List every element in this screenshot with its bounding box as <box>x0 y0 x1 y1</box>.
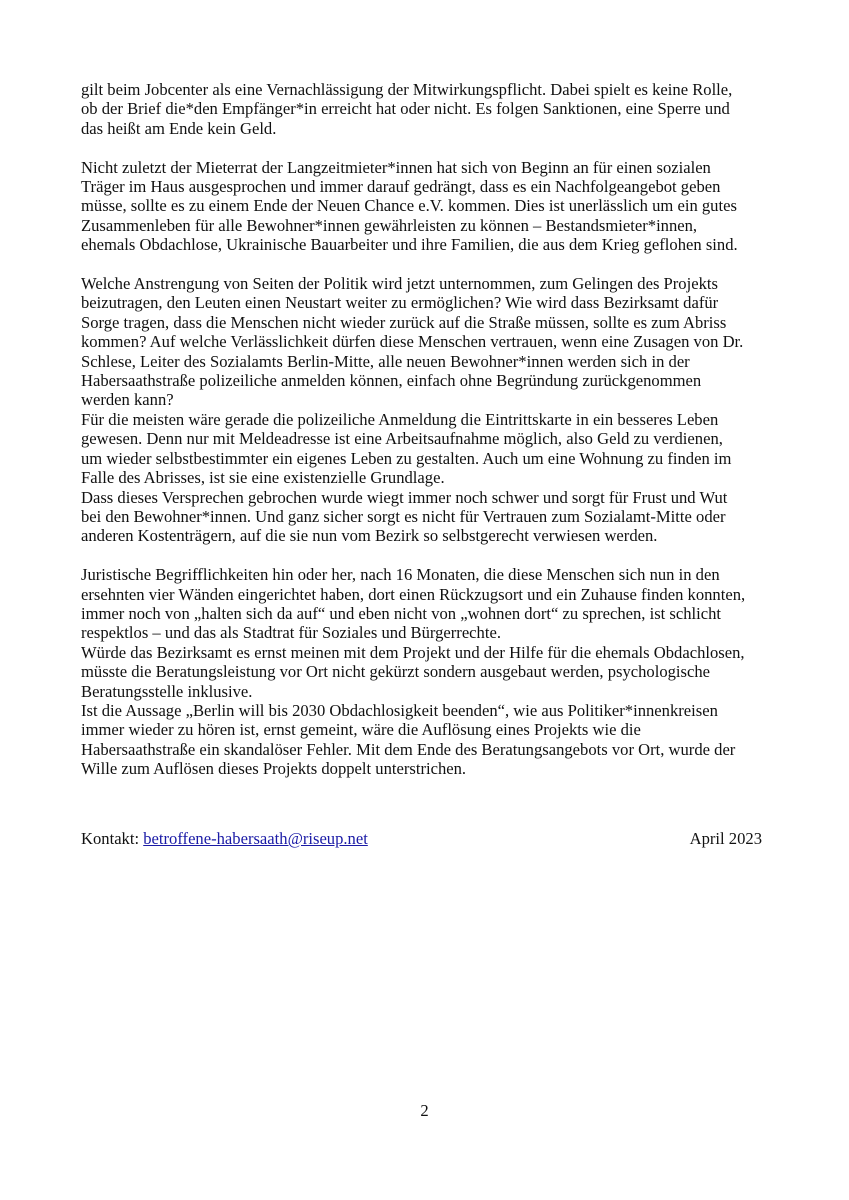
text-line: das heißt am Ende kein Geld. <box>81 118 277 138</box>
text-line: Juristische Begrifflichkeiten hin oder her, nach 16 Monaten, die diese Menschen sich nun in den <box>81 565 720 585</box>
text-line: Welche Anstrengung von Seiten der Politik wird jetzt unternommen, zum Gelingen des Projekts <box>81 274 718 294</box>
paragraph <box>81 274 771 546</box>
text-line: müsse, sollte es zu einem Ende der Neuen Chance e.V. kommen. Dies ist unerlässlich um ein gutes <box>81 196 737 216</box>
text-line: Dass dieses Versprechen gebrochen wurde wiegt immer noch schwer und sorgt für Frust und Wut <box>81 487 728 507</box>
paragraph <box>81 565 771 778</box>
text-line: Beratungsstelle inklusive. <box>81 681 253 701</box>
text-line: ersehnten vier Wänden eingerichtet haben, dort einen Rückzugsort und ein Zuhause finden konnten, <box>81 584 746 604</box>
text-line: Habersaathstraße polizeiliche anmelden können, einfach ohne Begründung zurückgenommen <box>81 371 702 391</box>
text-line: Sorge tragen, dass die Menschen nicht wieder zurück auf die Straße müssen, sollte es zum Abriss <box>81 312 727 332</box>
paragraph-spacer <box>81 546 771 565</box>
document-date: April 2023 <box>689 829 762 848</box>
paragraph <box>81 80 771 138</box>
text-line: respektlos – und das als Stadtrat für Soziales und Bürgerrechte. <box>81 623 501 643</box>
footer <box>81 829 762 848</box>
text-line: Ist die Aussage „Berlin will bis 2030 Obdachlosigkeit beenden“, wie aus Politiker*innenkreisen <box>81 700 718 720</box>
text-line: Für die meisten wäre gerade die polizeiliche Anmeldung die Eintrittskarte in ein besseres Leben <box>81 409 719 429</box>
paragraph <box>81 158 771 255</box>
text-line: anderen Kostenträgern, auf die sie nun vom Bezirk so selbstgerecht verwiesen werden. <box>81 526 658 546</box>
text-line: ob der Brief die*den Empfänger*in erreicht hat oder nicht. Es folgen Sanktionen, eine Sperre und <box>81 99 730 119</box>
text-line: werden kann? <box>81 390 174 410</box>
text-line: immer wieder zu hören ist, ernst gemeint, wäre die Auflösung eines Projekts wie die <box>81 720 641 740</box>
text-line: gewesen. Denn nur mit Meldeadresse ist eine Arbeitsaufnahme möglich, also Geld zu verdienen, <box>81 429 723 449</box>
paragraph-spacer <box>81 255 771 274</box>
text-line: Habersaathstraße ein skandalöser Fehler. Mit dem Ende des Beratungsangebots vor Ort, wurde der <box>81 739 736 759</box>
text-line: immer noch von „halten sich da auf“ und eben nicht von „wohnen dort“ zu sprechen, ist schlicht <box>81 603 722 623</box>
text-line: Wille zum Auflösen dieses Projekts doppelt unterstrichen. <box>81 759 467 779</box>
text-line: ehemals Obdachlose, Ukrainische Bauarbeiter und ihre Familien, die aus dem Krieg geflohen sind. <box>81 235 738 255</box>
text-line: Schlese, Leiter des Sozialamts Berlin-Mitte, alle neuen Bewohner*innen werden sich in der <box>81 351 690 371</box>
text-line: Falle des Abrisses, ist sie eine existenzielle Grundlage. <box>81 468 445 488</box>
text-line: müsste die Beratungsleistung vor Ort nicht gekürzt sondern ausgebaut werden, psychologische <box>81 662 711 682</box>
text-line: Träger im Haus ausgesprochen und immer darauf gedrängt, dass es ein Nachfolgeangebot geben <box>81 177 721 197</box>
text-line: Zusammenleben für alle Bewohner*innen gewährleisten zu können – Bestandsmieter*innen, <box>81 215 698 235</box>
text-line: kommen? Auf welche Verlässlichkeit dürfen diese Menschen vertrauen, wenn eine Zusagen von Dr. <box>81 332 744 352</box>
contact-label: Kontakt: <box>81 829 144 848</box>
paragraph-spacer <box>81 138 771 157</box>
contact-email-link[interactable]: betroffene-habersaath@riseup.net <box>143 829 368 848</box>
text-line: beizutragen, den Leuten einen Neustart weiter zu ermöglichen? Wie wird dass Bezirksamt dafür <box>81 293 719 313</box>
text-line: Nicht zuletzt der Mieterrat der Langzeitmieter*innen hat sich von Beginn an für einen sozialen <box>81 157 711 177</box>
text-line: gilt beim Jobcenter als eine Vernachlässigung der Mitwirkungspflicht. Dabei spielt es keine Rolle, <box>81 80 733 99</box>
page-number: 2 <box>420 1101 429 1120</box>
text-line: bei den Bewohner*innen. Und ganz sicher sorgt es nicht für Vertrauen zum Sozialamt-Mitte oder <box>81 506 726 526</box>
text-line: um wieder selbstbestimmter ein eigenes Leben zu gestalten. Auch um eine Wohnung zu finden im <box>81 448 732 468</box>
text-line: Würde das Bezirksamt es ernst meinen mit dem Projekt und der Hilfe für die ehemals Obdachlosen, <box>81 642 745 662</box>
body-text <box>81 80 771 779</box>
